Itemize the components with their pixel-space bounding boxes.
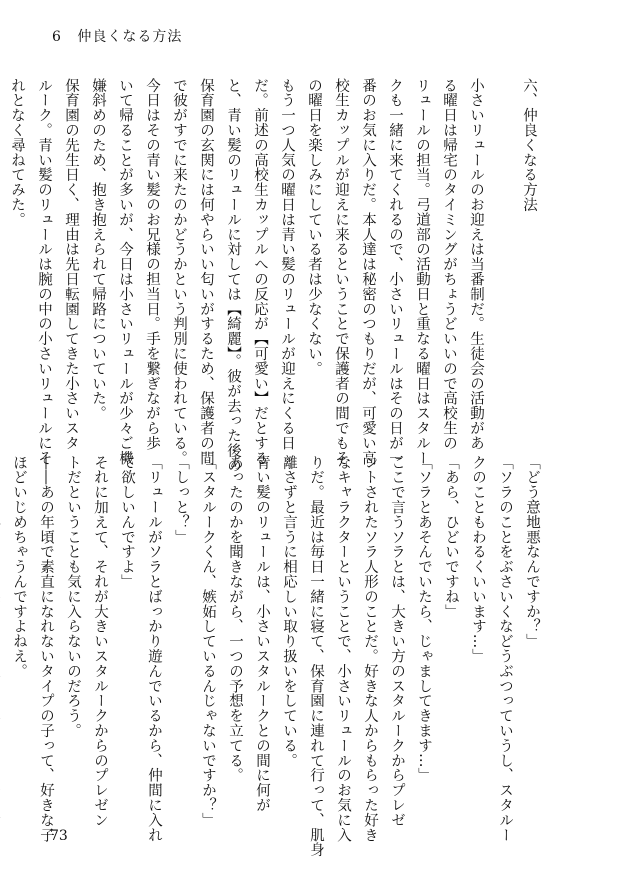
text-line: て欲しいんですよ」: [119, 455, 135, 590]
text-line: それに加えて、それが大きいスタルークからのプレゼン: [92, 455, 108, 828]
text-line: ここで言うソラとは、大きい方のスタルークからプレゼ: [389, 455, 405, 828]
running-header: [52, 26, 182, 46]
text-line: 「リュールがソラとばっかり遊んでいるから、仲間に入れ: [146, 455, 162, 843]
page-number: 73: [50, 828, 68, 844]
text-line: で彼がすでに来たのかどうかという判別に使われている。: [171, 78, 187, 466]
text-line: リュールの担当。弓道部の活動日と重なる曜日はスタルー: [414, 78, 430, 466]
text-line: もう一つ人気の曜日は青い髪のリュールが迎えにくる日: [279, 78, 295, 451]
text-line: 「スタルークくん、嫉妬しているんじゃないですか？」: [200, 455, 216, 828]
text-line: と、青い髪のリュールに対しては【綺麗】。彼が去った後の: [225, 78, 241, 474]
text-line: ントされたソラ人形のことだ。好きな人からもらった好き: [362, 455, 378, 843]
text-line: ほどいじめちゃうんですよねえ。: [11, 455, 27, 679]
text-line: なキャラクターということで、小さいリュールのお気に入: [335, 455, 351, 843]
text-line: トだということも気に入らないのだろう。: [65, 455, 81, 739]
text-line: あったのかを聞きながら、一つの予想を立てる。: [227, 455, 243, 783]
text-line: 嫌斜めのため、抱き抱えられて帰路についていた。: [90, 78, 106, 421]
chapter-title: 仲良くなる方法: [77, 29, 183, 45]
text-line: [0, 78, 3, 428]
text-line: 番のお気に入りだ。本人達は秘密のつもりだが、可愛い高: [360, 78, 376, 466]
text-line: ――あの年頃で素直になれないタイプの子って、好きな子: [38, 455, 54, 843]
text-line: 青い髪のリュールは、小さいスタルークとの間に何が: [254, 455, 270, 813]
text-line: 校生カップルが迎えに来るということで保護者の間でもそ: [333, 78, 349, 466]
text-line: 「ソラのことをぶさいくなどうぶつっていうし、スタルー: [497, 455, 513, 843]
text-line: の曜日を楽しみにしている者は少なくない。: [306, 78, 322, 376]
text-line: 離さずと言うに相応しい取り扱いをしている。: [281, 455, 297, 768]
text-line: 「しっと？」: [173, 455, 189, 545]
text-block-top: [9, 78, 542, 474]
text-line: 保育園の玄関には何やらいい匂いがするため、保護者の間: [198, 78, 214, 466]
text-line: クのこともわるくいいます…」: [470, 455, 486, 664]
text-line: 保育園の先生日く、理由は先日転園してきた小さいスタ: [63, 78, 79, 451]
section-heading: 六、仲良くなる方法: [521, 78, 537, 213]
chapter-number: 6: [52, 29, 62, 45]
text-line: だ。前述の高校生カップルへの反応が【可愛い】だとする: [252, 78, 268, 466]
text-line: れとなく尋ねてみた。: [9, 78, 25, 227]
text-line: 小さいリュールのお迎えは当番制だ。生徒会の活動があ: [468, 78, 484, 451]
text-line: 「どう意地悪なんですか？」: [524, 455, 540, 649]
text-line: クも一緒に来てくれるので、小さいリュールはその日が一: [387, 78, 403, 466]
text-line: 今日はその青い髪のお兄様の担当日。手を繋ぎながら歩: [144, 78, 160, 451]
text-line: [0, 455, 5, 805]
text-line: いて帰ることが多いが、今日は小さいリュールが少々ご機: [117, 78, 133, 466]
text-line: ルーク。青い髪のリュールは腕の中の小さいリュールにそ: [36, 78, 52, 466]
text-line: る曜日は帰宅のタイミングがちょうどいいので高校生の: [441, 78, 457, 451]
text-line: りだ。最近は毎日一緒に寝て、保育園に連れて行って、肌身: [308, 455, 324, 858]
text-line: 「ソラとあそんでいたら、じゃましてきます…」: [416, 455, 432, 783]
text-line: 「あら、ひどいですね」: [443, 455, 459, 619]
